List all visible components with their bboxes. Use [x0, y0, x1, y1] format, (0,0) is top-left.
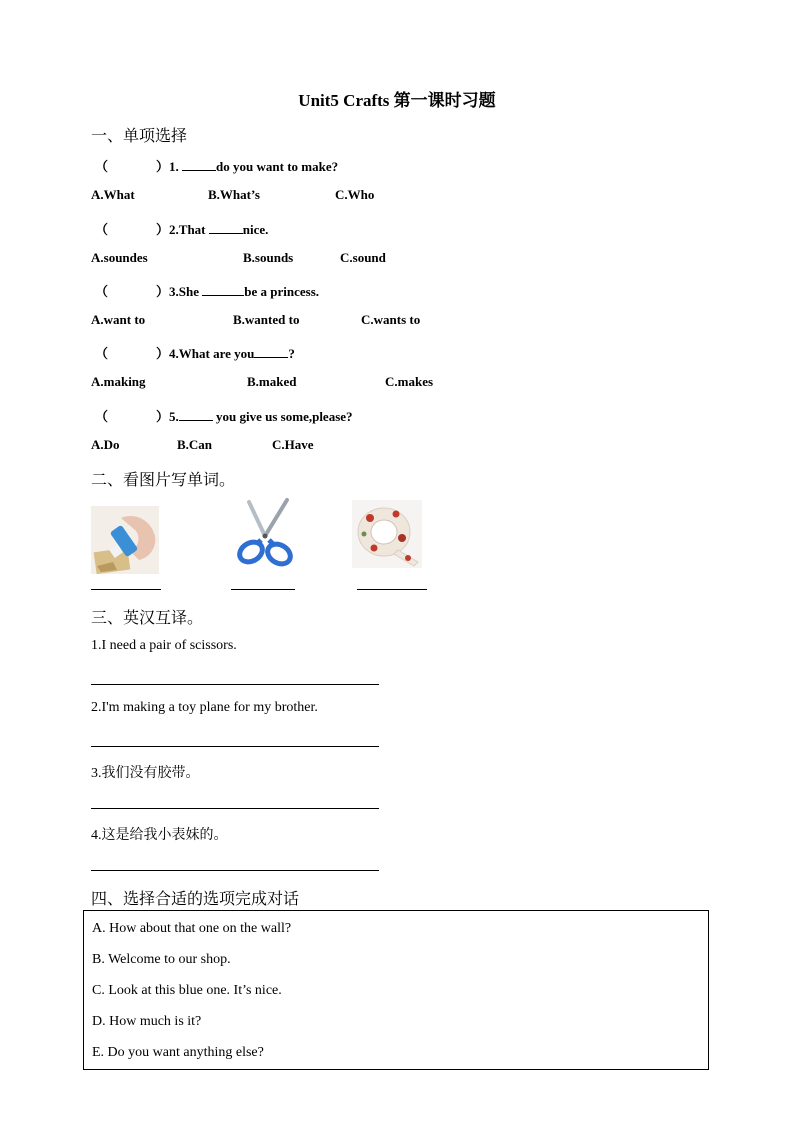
glue-stick-icon — [91, 506, 159, 574]
answer-blank[interactable] — [254, 345, 288, 358]
dialog-options-box — [83, 910, 709, 1070]
dialog-option-b: B. Welcome to our shop. — [92, 952, 231, 967]
answer-line-picture-2[interactable] — [231, 589, 295, 590]
answer-line-translation-1[interactable] — [91, 684, 379, 685]
dialog-option-d: D. How much is it? — [92, 1014, 202, 1029]
answer-line-picture-1[interactable] — [91, 589, 161, 590]
section-heading-multiple-choice: 一、单项选择 — [91, 128, 188, 145]
dialog-option-c: C. Look at this blue one. It’s nice. — [92, 983, 282, 998]
question-3: （ ）3.She be a princess. — [95, 284, 320, 299]
answer-line-translation-3[interactable] — [91, 808, 379, 809]
q4-option-c: C.makes — [385, 374, 434, 389]
translation-item-4: 4.这是给我小表妹的。 — [91, 828, 228, 843]
q2-option-b: B.sounds — [243, 250, 294, 265]
question-4: （ ）4.What are you ? — [95, 346, 295, 361]
q5-option-c: C.Have — [272, 437, 314, 452]
section-heading-dialogue: 四、选择合适的选项完成对话 — [91, 891, 300, 908]
answer-blank[interactable] — [202, 283, 244, 296]
dialog-option-e: E. Do you want anything else? — [92, 1045, 264, 1060]
q5-option-b: B.Can — [177, 437, 213, 452]
page-title: Unit5 Crafts 第一课时习题 — [298, 91, 496, 110]
question-1: （ ）1. do you want to make? — [95, 159, 339, 174]
q1-option-b: B.What’s — [208, 187, 260, 202]
answer-line-translation-4[interactable] — [91, 870, 379, 871]
section-heading-translation: 三、英汉互译。 — [91, 610, 204, 627]
tape-roll-icon — [352, 500, 422, 568]
dialog-option-a: A. How about that one on the wall? — [92, 921, 292, 936]
question-5: （ ）5. you give us some,please? — [95, 409, 353, 424]
translation-item-1: 1.I need a pair of scissors. — [91, 638, 237, 653]
q3-option-a: A.want to — [91, 312, 146, 327]
answer-line-picture-3[interactable] — [357, 589, 427, 590]
answer-blank[interactable] — [209, 221, 243, 234]
q1-option-c: C.Who — [335, 187, 375, 202]
translation-item-3: 3.我们没有胶带。 — [91, 766, 200, 781]
answer-line-translation-2[interactable] — [91, 746, 379, 747]
q5-option-a: A.Do — [91, 437, 120, 452]
q4-option-a: A.making — [91, 374, 146, 389]
q3-option-b: B.wanted to — [233, 312, 300, 327]
question-2: （ ）2.That nice. — [95, 222, 269, 237]
q2-option-a: A.soundes — [91, 250, 148, 265]
q1-option-a: A.What — [91, 187, 135, 202]
q3-option-c: C.wants to — [361, 312, 421, 327]
translation-item-2: 2.I'm making a toy plane for my brother. — [91, 700, 318, 715]
q4-option-b: B.maked — [247, 374, 297, 389]
section-heading-picture-words: 二、看图片写单词。 — [91, 472, 236, 489]
answer-blank[interactable] — [179, 408, 213, 421]
q2-option-c: C.sound — [340, 250, 386, 265]
answer-blank[interactable] — [182, 158, 216, 171]
scissors-icon — [235, 496, 295, 570]
